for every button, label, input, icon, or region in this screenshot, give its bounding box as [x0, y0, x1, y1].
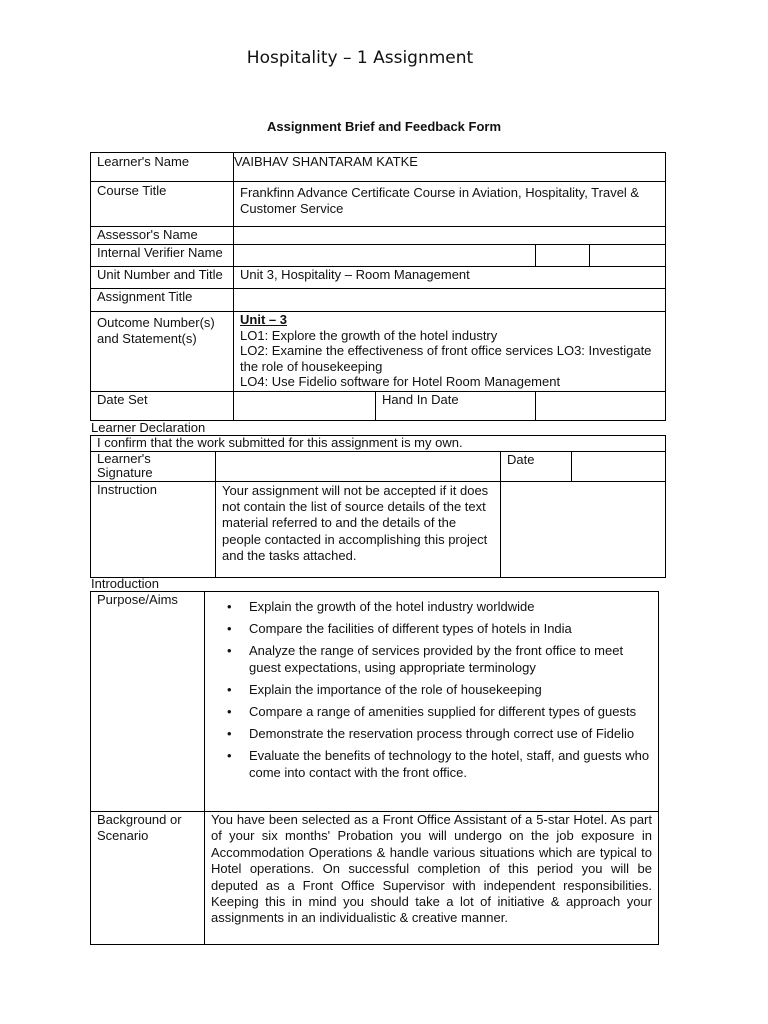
date-label: Date — [501, 452, 572, 482]
document-title: Hospitality – 1 Assignment — [246, 48, 474, 68]
assessor-name-label: Assessor's Name — [91, 227, 234, 245]
internal-verifier-label: Internal Verifier Name — [91, 245, 234, 267]
form-title: Assignment Brief and Feedback Form — [266, 119, 502, 134]
unit-number-label: Unit Number and Title — [91, 267, 234, 289]
purpose-aims — [205, 592, 659, 812]
declaration-text: I confirm that the work submitted for this assignment is my own. — [91, 436, 666, 452]
internal-verifier-cell-2 — [536, 245, 590, 267]
assignment-title-label: Assignment Title — [91, 289, 234, 312]
outcome-line-3: LO4: Use Fidelio software for Hotel Room Management — [240, 374, 561, 389]
learner-signature-value — [216, 452, 501, 482]
date-value — [572, 452, 666, 482]
outcome-line-1: LO1: Explore the growth of the hotel industry — [240, 327, 498, 343]
background-label: Background or Scenario — [91, 812, 205, 945]
outcome-label: Outcome Number(s) and Statement(s) — [91, 312, 234, 392]
learner-declaration-table — [90, 435, 666, 578]
assessor-name-value — [234, 227, 666, 245]
outcome-line-2: LO2: Examine the effectiveness of front office services LO3: Investigate the role of housekeeping — [240, 343, 652, 374]
purpose-item: • Analyze the range of services provided by the front office to meet guest expectations, using appropriate terminology — [205, 642, 652, 676]
outcome-statements — [234, 312, 666, 392]
purpose-item: • Compare the facilities of different types of hotels in India — [205, 620, 652, 637]
introduction-table — [90, 591, 659, 945]
instruction-empty-cell — [501, 482, 666, 578]
learner-name-value: VAIBHAV SHANTARAM KATKE — [234, 153, 666, 182]
instruction-label: Instruction — [91, 482, 216, 578]
purpose-item: • Demonstrate the reservation process through correct use of Fidelio — [205, 725, 652, 742]
purpose-item: • Evaluate the benefits of technology to the hotel, staff, and guests who come into contact with the front office. — [205, 747, 652, 781]
learner-name-label: Learner's Name — [91, 153, 234, 182]
learner-declaration-label: Learner Declaration — [91, 420, 206, 435]
learner-signature-label: Learner's Signature — [91, 452, 216, 482]
assignment-title-value — [234, 289, 666, 312]
course-title-label: Course Title — [91, 182, 234, 227]
background-text: You have been selected as a Front Office Assistant of a 5-star Hotel. As part of your six months' Probation you will undergo on the job exposure in Accommodation Operations & handle various situations which are typical to Hotel operations. On successful completion of this period you will be deputed as a Front Office Supervisor with independent responsibilities. Keeping this in mind you should take a lot of initiative & approach your assignments in an individualistic & creative manner. — [205, 812, 659, 945]
assignment-brief-table — [90, 152, 666, 421]
internal-verifier-cell-3 — [590, 245, 666, 267]
introduction-label: Introduction — [91, 576, 159, 591]
date-set-label: Date Set — [91, 391, 234, 420]
purpose-list — [205, 598, 652, 781]
instruction-text: Your assignment will not be accepted if it does not contain the list of source details of the text material referred to and the details of the people contacted in accomplishing this project and the tasks attached. — [216, 482, 501, 578]
date-set-value — [234, 391, 376, 420]
purpose-item: • Explain the growth of the hotel industry worldwide — [205, 598, 652, 615]
outcome-unit: Unit – 3 — [240, 312, 287, 327]
internal-verifier-value — [234, 245, 536, 267]
purpose-item: • Explain the importance of the role of housekeeping — [205, 681, 652, 698]
hand-in-date-label: Hand In Date — [376, 391, 536, 420]
purpose-label: Purpose/Aims — [91, 592, 205, 812]
unit-number-value: Unit 3, Hospitality – Room Management — [234, 267, 666, 289]
course-title-value: Frankfinn Advance Certificate Course in Aviation, Hospitality, Travel & Customer Service — [234, 182, 666, 227]
purpose-item: • Compare a range of amenities supplied for different types of guests — [205, 703, 652, 720]
hand-in-date-value — [536, 391, 666, 420]
